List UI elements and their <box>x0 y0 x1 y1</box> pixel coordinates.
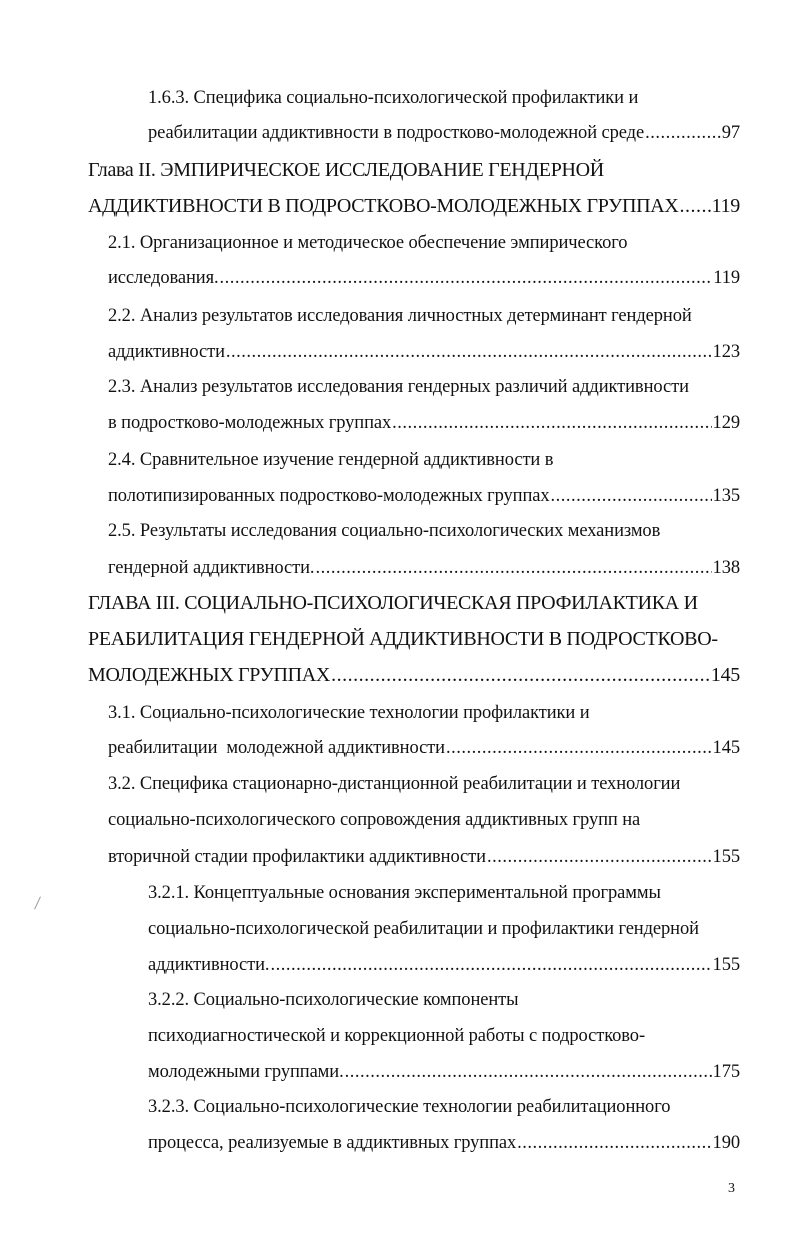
toc-page-number: 190 <box>712 1133 740 1153</box>
dot-leader <box>220 263 713 293</box>
toc-entry-2-3-line-2 <box>108 408 740 438</box>
toc-entry-1-6-3-line-1: 1.6.3. Специфика социально-психологической профилактики и <box>148 88 639 108</box>
dot-leader <box>392 408 711 438</box>
toc-entry-2-2-line-1: 2.2. Анализ результатов исследования личностных детерминант гендерной <box>108 306 692 326</box>
dot-leader <box>270 950 711 980</box>
toc-entry-3-2-line-3 <box>108 842 740 872</box>
toc-chapter-3-line-3 <box>88 660 740 690</box>
toc-page-number: 123 <box>712 342 740 362</box>
dot-leader <box>517 1128 711 1158</box>
toc-entry-2-4-line-2 <box>108 481 740 511</box>
toc-entry-text: молодежными группами. <box>148 1062 344 1082</box>
toc-entry-3-1-line-2 <box>108 733 740 763</box>
toc-entry-text: АДДИКТИВНОСТИ В ПОДРОСТКОВО-МОЛОДЕЖНЫХ ГРУППАХ <box>88 195 679 217</box>
toc-entry-2-3-line-1: 2.3. Анализ результатов исследования гендерных различий аддиктивности <box>108 377 689 397</box>
toc-entry-3-2-line-1: 3.2. Специфика стационарно-дистанционной реабилитации и технологии <box>108 774 681 794</box>
toc-entry-2-5-line-2 <box>108 553 740 583</box>
toc-entry-text: аддиктивности. <box>148 955 270 975</box>
dot-leader <box>446 733 712 763</box>
toc-entry-3-2-1-line-2: социально-психологической реабилитации и профилактики гендерной <box>148 919 699 939</box>
dot-leader <box>680 191 711 221</box>
toc-page-number: 145 <box>712 738 740 758</box>
dot-leader <box>551 481 712 511</box>
toc-entry-3-2-2-line-1: 3.2.2. Социально-психологические компоненты <box>148 990 519 1010</box>
dot-leader <box>345 1057 712 1087</box>
dot-leader <box>315 553 711 583</box>
toc-page-number: 119 <box>711 195 740 217</box>
toc-page-number: 175 <box>712 1062 740 1082</box>
toc-chapter-3-line-1: ГЛАВА III. СОЦИАЛЬНО-ПСИХОЛОГИЧЕСКАЯ ПРОФИЛАКТИКА И <box>88 592 698 614</box>
toc-entry-3-2-1-line-3 <box>148 950 740 980</box>
toc-entry-text: МОЛОДЕЖНЫХ ГРУППАХ <box>88 664 331 686</box>
toc-page-number: 129 <box>712 413 740 433</box>
toc-entry-2-4-line-1: 2.4. Сравнительное изучение гендерной аддиктивности в <box>108 450 554 470</box>
dot-leader <box>226 337 712 367</box>
toc-entry-3-2-2-line-2: психодиагностической и коррекционной работы с подростково- <box>148 1026 646 1046</box>
toc-entry-3-2-1-line-1: 3.2.1. Концептуальные основания экспериментальной программы <box>148 883 661 903</box>
toc-entry-text: процесса, реализуемые в аддиктивных группах <box>148 1133 517 1153</box>
toc-entry-2-1-line-2 <box>108 263 740 293</box>
toc-entry-3-2-line-2: социально-психологического сопровождения аддиктивных групп на <box>108 810 641 830</box>
toc-entry-text: реабилитации молодежной аддиктивности <box>108 738 445 758</box>
toc-page-number: 135 <box>712 486 740 506</box>
toc-entry-text: исследования. <box>108 268 219 288</box>
toc-entry-2-1-line-1: 2.1. Организационное и методическое обеспечение эмпирического <box>108 233 628 253</box>
toc-entry-1-6-3-line-2 <box>148 118 740 148</box>
toc-page-number: 97 <box>721 123 740 143</box>
toc-chapter-3-line-2: РЕАБИЛИТАЦИЯ ГЕНДЕРНОЙ АДДИКТИВНОСТИ В ПОДРОСТКОВО- <box>88 628 718 650</box>
toc-entry-3-2-3-line-2 <box>148 1128 740 1158</box>
toc-entry-text: аддиктивности <box>108 342 225 362</box>
toc-page-number: 155 <box>712 847 740 867</box>
toc-page-number: 119 <box>713 268 740 288</box>
toc-entry-text: вторичной стадии профилактики аддиктивности <box>108 847 486 867</box>
toc-entry-3-2-3-line-1: 3.2.3. Социально-психологические технологии реабилитационного <box>148 1097 671 1117</box>
dot-leader <box>645 118 721 148</box>
toc-entry-2-2-line-2 <box>108 337 740 367</box>
toc-page-number: 145 <box>710 664 740 686</box>
toc-entry-3-2-2-line-3 <box>148 1057 740 1087</box>
toc-chapter-2-line-2 <box>88 191 740 221</box>
scan-mark <box>34 896 41 909</box>
toc-entry-text: гендерной аддиктивности. <box>108 558 315 578</box>
page-number: 3 <box>728 1181 735 1196</box>
toc-chapter-2-line-1: Глава II. ЭМПИРИЧЕСКОЕ ИССЛЕДОВАНИЕ ГЕНДЕРНОЙ <box>88 159 604 181</box>
dot-leader <box>487 842 712 872</box>
dot-leader <box>331 660 710 690</box>
toc-entry-text: полотипизированных подростково-молодежных группах <box>108 486 550 506</box>
toc-entry-3-1-line-1: 3.1. Социально-психологические технологии профилактики и <box>108 703 590 723</box>
toc-entry-text: в подростково-молодежных группах <box>108 413 392 433</box>
toc-page-number: 138 <box>712 558 740 578</box>
toc-entry-2-5-line-1: 2.5. Результаты исследования социально-психологических механизмов <box>108 521 661 541</box>
toc-page-number: 155 <box>712 955 740 975</box>
toc-entry-text: реабилитации аддиктивности в подростково-молодежной среде <box>148 123 645 143</box>
